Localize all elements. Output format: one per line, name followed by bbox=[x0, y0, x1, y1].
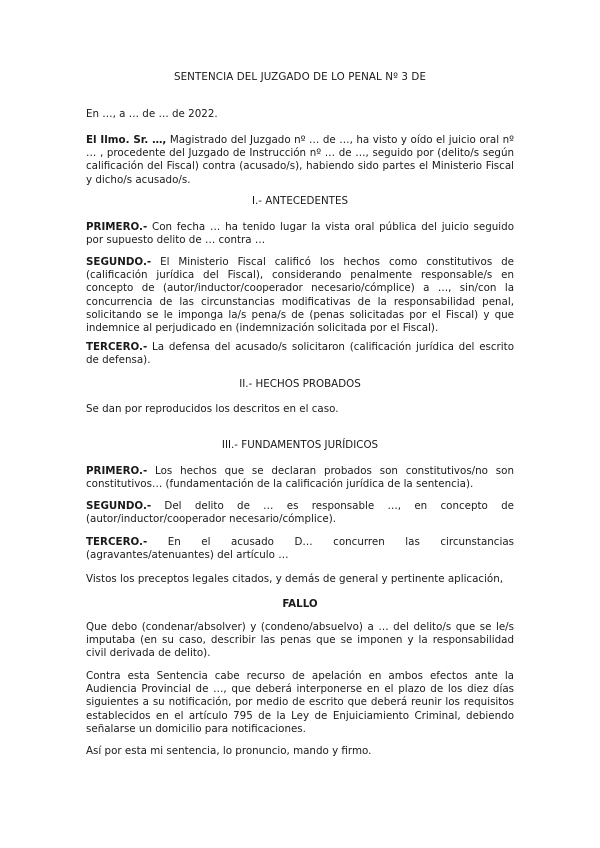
section-fallo-title bbox=[86, 598, 514, 611]
antecedentes-primero bbox=[86, 221, 514, 247]
antecedentes-tercero bbox=[86, 341, 514, 367]
section-fundamentos-title: III.- FUNDAMENTOS JURÍDICOS bbox=[221, 439, 379, 451]
antecedentes-segundo bbox=[86, 256, 514, 335]
fallo-paragraph-2: Contra esta Sentencia cabe recurso de apelación en ambos efectos ante la Audiencia Provincial de …, que deberá interponerse en el plazo de los diez días siguientes a su notificación, por medio de escrito que deberá reunir los requisitos establecidos en el artículo 795 de la Ley de Enjuiciamiento Criminal, debiendo señalarse un domicilio para notificaciones. bbox=[86, 670, 514, 735]
fallo-paragraph-3: Así por esta mi sentencia, lo pronuncio, mando y firmo. bbox=[86, 745, 372, 757]
antecedentes-tercero-text: La defensa del acusado/s solicitaron (calificación jurídica del escrito de defensa). bbox=[86, 341, 514, 367]
antecedentes-segundo-text: El Ministerio Fiscal calificó los hechos como constitutivos de (calificación jurídica del Fiscal), considerando penalmente responsable/s en concepto de (autor/inductor/cooperador necesario/cómplice) a …, sin/con la concurrencia de las circunstancias modificativas de la responsabilidad penal, solicitando se le imponga la/s pena/s de (penas solicitadas por el Fiscal) y que indemnice al perjudicado en (indemnización solicitada por el Fiscal). bbox=[86, 256, 514, 335]
fundamentos-tercero-label: TERCERO.- bbox=[86, 536, 148, 548]
section-hechos-title: II.- HECHOS PROBADOS bbox=[239, 378, 361, 390]
document-title: SENTENCIA DEL JUZGADO DE LO PENAL Nº 3 DE bbox=[173, 71, 427, 83]
antecedentes-primero-text: Con fecha … ha tenido lugar la vista oral pública del juicio seguido por supuesto delito de … contra … bbox=[86, 221, 514, 247]
intro-paragraph bbox=[86, 134, 514, 187]
fundamentos-primero-text: Los hechos que se declaran probados son constitutivos/no son constitutivos… (fundamentación de la calificación jurídica de la sentencia). bbox=[86, 465, 514, 491]
fundamentos-vistos: Vistos los preceptos legales citados, y demás de general y pertinente aplicación, bbox=[86, 573, 504, 585]
antecedentes-tercero-label: TERCERO.- bbox=[86, 341, 148, 353]
fundamentos-primero-label: PRIMERO.- bbox=[86, 465, 148, 477]
fundamentos-tercero-text: En el acusado D… concurren las circunstancias (agravantes/atenuantes) del artículo … bbox=[86, 536, 514, 562]
fundamentos-tercero bbox=[86, 536, 514, 562]
place-date: En …, a … de … de 2022. bbox=[86, 108, 218, 120]
section-antecedentes-title: I.- ANTECEDENTES bbox=[251, 195, 348, 207]
intro-bold: El Ilmo. Sr. …, bbox=[86, 134, 167, 146]
fundamentos-primero bbox=[86, 465, 514, 491]
fundamentos-segundo bbox=[86, 500, 514, 526]
fundamentos-segundo-text: Del delito de … es responsable …, en concepto de (autor/inductor/cooperador necesario/cómplice). bbox=[86, 500, 514, 526]
fundamentos-segundo-label: SEGUNDO.- bbox=[86, 500, 152, 512]
fallo-title-text: FALLO bbox=[282, 598, 318, 610]
intro-text: Magistrado del Juzgado nº … de …, ha visto y oído el juicio oral nº … , procedente del Juzgado de Instrucción nº … de …, seguido por (delito/s según calificación del Fiscal) contra (acusado/s), habiendo sido partes el Ministerio Fiscal y dicho/s acusado/s. bbox=[86, 134, 514, 186]
antecedentes-primero-label: PRIMERO.- bbox=[86, 221, 148, 233]
antecedentes-segundo-label: SEGUNDO.- bbox=[86, 256, 152, 268]
fallo-paragraph-1: Que debo (condenar/absolver) y (condeno/absuelvo) a … del delito/s que se le/s imputaba (en su caso, describir las penas que se imponen y la responsabilidad civil derivada de delito). bbox=[86, 621, 514, 660]
hechos-paragraph: Se dan por reproducidos los descritos en el caso. bbox=[86, 403, 339, 415]
